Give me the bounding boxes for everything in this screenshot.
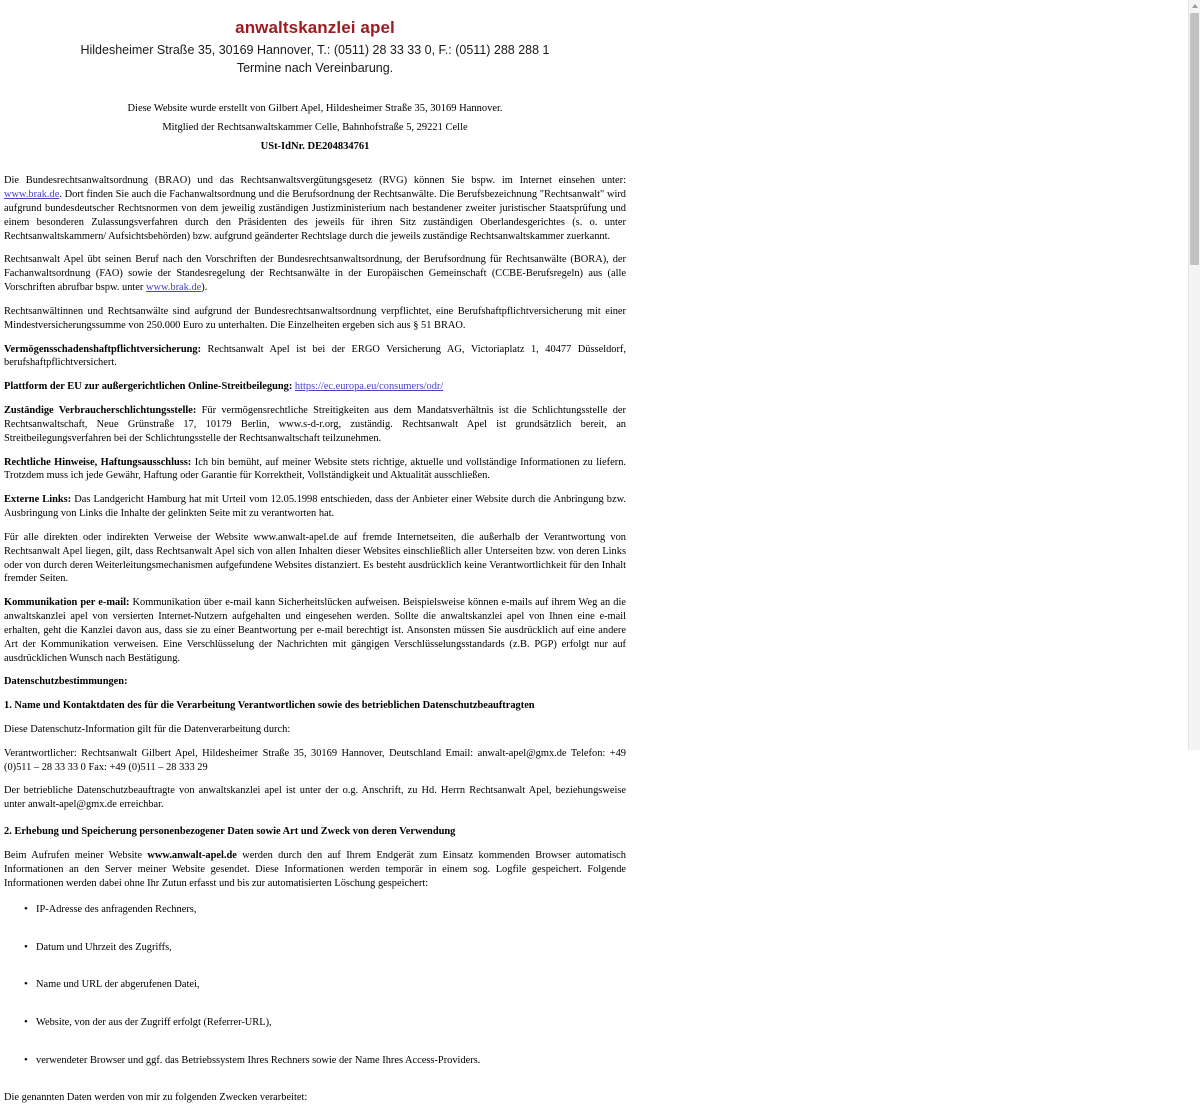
paragraph-verweise: Für alle direkten oder indirekten Verweise der Website www.anwalt-apel.de auf fremde Internetseiten, die außerhalb der Verantwortung von Rechtsanwalt Apel liegen, gilt, dass Rechtsanwalt Apel sich von allen Inhalten dieser Websites einschließlich aller Unterseiten bzw. von deren Links oder von durch deren Weiterleitungsmechanismen aufgefundene Websites distanziert. Es besteht ausdrücklich keine Verantwortlichkeit für den Inhalt fremder Seiten. <box>4 531 626 585</box>
brak-de-link-2[interactable]: www.brak.de <box>145 282 202 294</box>
haftungsausschluss-text: Ich bin bemüht, auf meiner Website stets richtige, aktuelle und vollständige Informationen zu liefern. Trotzdem muss ich jede Gewähr, Haftung oder Garantie für Korrektheit, Vollständigkeit und Aktualität ausschließen. <box>4 456 626 482</box>
paragraph-verantwortlicher: Verantwortlicher: Rechtsanwalt Gilbert Apel, Hildesheimer Straße 35, 30169 Hannover, Deutschland Email: anwalt-apel@gmx.de Telefon: +49 (0)511 – 28 33 33 0 Fax: +49 (0)511 – 28 333 29 <box>4 747 626 773</box>
list-item: • IP-Adresse des anfragenden Rechners, <box>4 903 626 917</box>
paragraph-brao <box>4 174 626 243</box>
list-item: • Name und URL der abgerufenen Datei, <box>4 978 626 992</box>
eu-odr-link[interactable]: https://ec.europa.eu/consumers/odr/ <box>294 381 444 393</box>
masthead <box>4 18 626 77</box>
berufsrecht-text-after: ). <box>201 282 208 294</box>
firm-hours-line: Termine nach Vereinbarung. <box>236 61 394 76</box>
vermoegensschaden-label: Vermögensschadenshaftpflichtversicherung: <box>4 343 202 355</box>
website-aufrufen-text-before: Beim Aufrufen meiner Website <box>4 849 148 861</box>
imprint-created-by: Diese Website wurde erstellt von Gilbert Apel, Hildesheimer Straße 35, 30169 Hannover. <box>127 102 503 114</box>
website-aufrufen-text-after: werden durch den auf Ihrem Endgerät zum Einsatz kommenden Browser automatisch Informationen an den Server meiner Website gesendet. Diese Informationen werden temporär in einem sog. Logfile gespeichert. Folgende Informationen werden dabei ohne Ihr Zutun erfasst und bis zur automatisierten Löschung gespeichert: <box>4 849 626 889</box>
section-1-heading: 1. Name und Kontaktdaten des für die Verarbeitung Verantwortlichen sowie des betrieblichen Datenschutzbeauftragten <box>4 700 535 712</box>
paragraph-vermoegensschaden <box>4 343 626 371</box>
datenschutz-heading: Datenschutzbestimmungen: <box>4 676 128 688</box>
vermoegensschaden-text: Rechtsanwalt Apel ist bei der ERGO Versicherung AG, Victoriaplatz 1, 40477 Düsseldorf, berufshaftpflichtversichert. <box>4 343 626 369</box>
scrollbar-thumb[interactable] <box>1190 13 1199 265</box>
email-kommunikation-label: Kommunikation per e-mail: <box>4 597 130 609</box>
list-item: • Website, von der aus der Zugriff erfolgt (Referrer-URL), <box>4 1016 626 1030</box>
email-kommunikation-text: Kommunikation über e-mail kann Sicherheitslücken aufweisen. Beispielsweise können e-mails auf ihrem Weg an die anwaltskanzlei apel von versierten Internet-Nutzern aufgehalten und eingesehen werden. Sollte die anwaltskanzlei apel von Ihnen eine e-mail erhalten, geht die Kanzlei davon aus, dass sie zu einer Beantwortung per e-mail berechtigt ist. Ansonsten müssen Sie ausdrücklich auf eine andere Art der Kommunikation verweisen. Eine Verschlüsselung der Nachrichten mit gängigen Verschlüsselungsstandards (z.B. PGP) erfolgt nur auf ausdrücklichen Wunsch nach Bestätigung. <box>4 597 626 664</box>
brao-text-after: . Dort finden Sie auch die Fachanwaltsordnung und die Berufsordnung der Rechtsanwälte. Die Berufsbezeichnung "Rechtsanwalt" wird aufgrund bundesdeutscher Rechtsnormen von dem jeweilig zuständigen Justizministerium nach bestandener zweiter juristischer Staatsprüfung und einem besonderen Zulassungsverfahren durch den Präsidenten des jeweils für ihren Sitz zuständigen Oberlandesgerichtes (s. o. unter Rechtsanwaltskammern/ Aufsichtsbehörden) bzw. aufgrund geänderter Rechtslage durch die jeweils zuständige Rechtsanwaltskammer zuerkannt. <box>4 189 626 242</box>
scroll-up-arrow-icon[interactable] <box>1189 0 1200 11</box>
list-item: • verwendeter Browser und ggf. das Betriebssystem Ihres Rechners sowie der Name Ihres Access-Providers. <box>4 1054 626 1068</box>
section-2-heading: 2. Erhebung und Speicherung personenbezogener Daten sowie Art und Zweck von deren Verwendung <box>4 826 456 838</box>
paragraph-haftungsausschluss <box>4 456 626 484</box>
firm-address-line: Hildesheimer Straße 35, 30169 Hannover, T.: (0511) 28 33 33 0, F.: (0511) 288 288 1 <box>80 42 550 57</box>
imprint-vat-id: USt-IdNr. DE204834761 <box>260 141 370 153</box>
imprint-block <box>4 102 626 155</box>
haftungsausschluss-label: Rechtliche Hinweise, Haftungsausschluss: <box>4 456 192 468</box>
caret-up-icon <box>1192 4 1198 8</box>
brao-text-before: Die Bundesrechtsanwaltsordnung (BRAO) und das Rechtsanwaltsvergütungsgesetz (RVG) können Sie bspw. im Internet einsehen unter: <box>4 175 626 187</box>
body-copy <box>4 174 626 1105</box>
externe-links-text: Das Landgericht Hamburg hat mit Urteil vom 12.05.1998 entschieden, dass der Anbieter einer Website durch die Anbringung bzw. Ausbringung von Links die Inhalte der gelinkten Seite mit zu verantworten hat. <box>4 494 626 520</box>
paragraph-eu-plattform <box>4 380 626 394</box>
paragraph-schlichtungsstelle <box>4 404 626 445</box>
paragraph-berufsrecht <box>4 253 626 294</box>
website-domain-bold: www.anwalt-apel.de <box>147 849 237 861</box>
imprint-chamber: Mitglied der Rechtsanwaltskammer Celle, Bahnhofstraße 5, 29221 Celle <box>162 121 468 133</box>
schlichtungsstelle-label: Zuständige Verbraucherschlichtungsstelle: <box>4 405 197 417</box>
berufsrecht-text-before: Rechtsanwalt Apel übt seinen Beruf nach den Vorschriften der Bundesrechtsanwaltsordnung, der Berufsordnung für Rechtsanwälte (BORA), der Fachanwaltsordnung (FAO) sowie der Standesregelung der Rechtsanwälte in der Europäischen Gemeinschaft (CCBE-Berufsregeln) aus (alle Vorschriften abrufbar bspw. unter <box>4 254 626 294</box>
externe-links-label: Externe Links: <box>4 494 72 506</box>
eu-plattform-label: Plattform der EU zur außergerichtlichen Online-Streitbeilegung: <box>4 381 293 393</box>
paragraph-externe-links <box>4 493 626 521</box>
paragraph-email-kommunikation <box>4 596 626 665</box>
brak-de-link-1[interactable]: www.brak.de <box>4 189 60 201</box>
paragraph-website-aufrufen <box>4 849 626 890</box>
logfile-items-list <box>4 903 626 1067</box>
list-item: • Datum und Uhrzeit des Zugriffs, <box>4 941 626 955</box>
schlichtungsstelle-text: Für vermögensrechtliche Streitigkeiten aus dem Mandatsverhältnis ist die Schlichtungsstelle der Rechtsanwaltschaft, Neue Grünstraße 17, 10179 Berlin, www.s-d-r.org, zuständig. Rechtsanwalt Apel ist grundsätzlich bereit, an Streitbeilegungsverfahren bei der Schlichtungsstelle der Rechtsanwaltschaft teilzunehmen. <box>4 405 626 444</box>
firm-name-heading: anwaltskanzlei apel <box>235 18 395 37</box>
page-content <box>4 0 626 1105</box>
vertical-scrollbar[interactable] <box>1188 0 1200 750</box>
paragraph-datenschutzbeauftragter: Der betriebliche Datenschutzbeauftragte von anwaltskanzlei apel ist unter der o.g. Anschrift, zu Hd. Herrn Rechtsanwalt Apel, beziehungsweise unter anwalt-apel@gmx.de erreichbar. <box>4 785 626 811</box>
paragraph-gilt-fuer: Diese Datenschutz-Information gilt für die Datenverarbeitung durch: <box>4 723 291 735</box>
paragraph-verarbeitungszwecke: Die genannten Daten werden von mir zu folgenden Zwecken verarbeitet: <box>4 1092 308 1104</box>
paragraph-berufshaftpflicht: Rechtsanwältinnen und Rechtsanwälte sind aufgrund der Bundesrechtsanwaltsordnung verpflichtet, eine Berufshaftpflichtversicherung mit einer Mindestversicherungssumme von 250.000 Euro zu unterhalten. Die Einzelheiten ergeben sich aus § 51 BRAO. <box>4 305 626 331</box>
